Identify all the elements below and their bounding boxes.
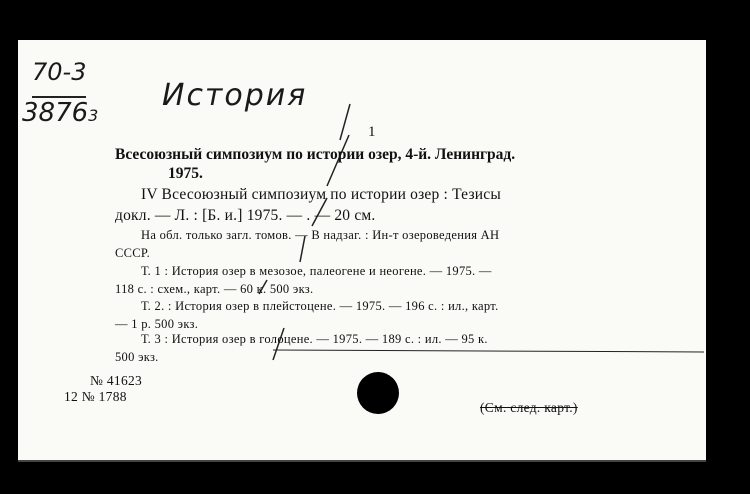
shelf-mark-suffix: 3 <box>88 106 99 125</box>
volume-2-line-1: Т. 2. : История озер в плейстоцене. — 1975. — 196 с. : ил., карт. <box>141 299 499 313</box>
accession-number: № 41623 <box>90 373 143 388</box>
volume-3-line-1: Т. 3 : История озер в голоцене. — 1975. — 189 с. : ил. — 95 к. <box>141 332 488 346</box>
note-line-2: СССР. <box>115 246 151 260</box>
note-line-1: На обл. только загл. томов. — В надзаг. : Ин-т озероведения АН <box>141 228 500 242</box>
shelf-mark-top: 70-3 <box>32 58 87 86</box>
volume-2-line-2: — 1 р. 500 экз. <box>115 317 199 331</box>
register-number: 12 № 1788 <box>64 389 127 404</box>
subject-handwritten: История <box>162 78 308 113</box>
volume-3-line-2: 500 экз. <box>115 350 159 364</box>
title-line-1: IV Всесоюзный симпозиум по истории озер : Тезисы <box>141 186 501 203</box>
heading-line-1: Всесоюзный симпозиум по истории озер, 4-й. Ленинград. <box>115 146 516 163</box>
crossed-note: (См. след. карт.) <box>480 400 578 415</box>
volume-number: 1 <box>368 124 376 140</box>
slash-mark-subject <box>340 104 350 140</box>
holding-rule <box>273 350 704 352</box>
card-bottom-edge-shadow <box>18 460 706 462</box>
punch-hole <box>357 372 399 414</box>
heading-line-2: 1975. <box>168 165 203 182</box>
shelf-mark-number: 3876 <box>22 98 89 128</box>
title-line-2: докл. — Л. : [Б. и.] 1975. — . — 20 см. <box>115 207 376 224</box>
volume-1-line-1: Т. 1 : История озер в мезозое, палеогене и неогене. — 1975. — <box>141 264 492 278</box>
volume-1-line-2: 118 с. : схем., карт. — 60 к. 500 экз. <box>115 282 314 296</box>
